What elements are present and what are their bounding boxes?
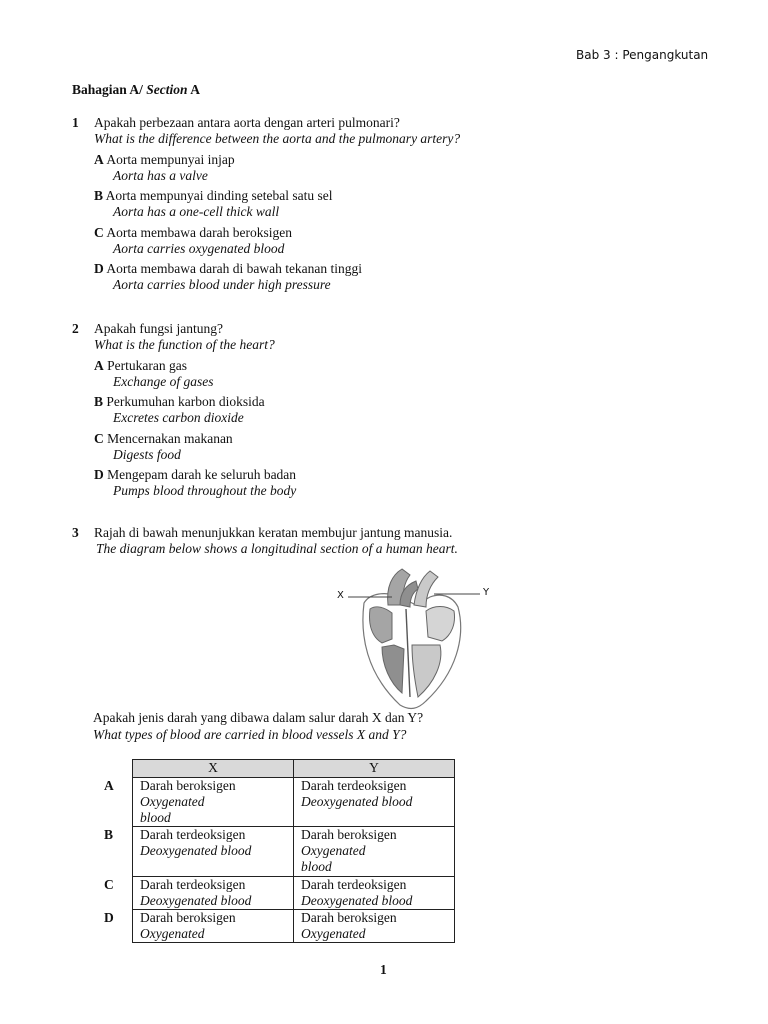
cell-text-en: Deoxygenated blood [301,893,413,908]
diagram-label-x: X [337,590,344,601]
option-letter: A [94,358,104,373]
table-cell [294,778,455,827]
option-text-en: Exchange of gases [113,374,214,389]
row-letter: C [104,877,114,892]
table-header: Y [294,760,455,778]
option-text-en: Aorta carries blood under high pressure [113,277,331,292]
table-cell [294,910,455,943]
option-text-ms: Aorta mempunyai injap [106,152,235,167]
question-number: 2 [72,321,79,336]
cell-text-ms: Darah beroksigen [140,910,236,925]
section-letter: A [190,82,200,97]
row-letter: D [104,910,114,925]
cell-text-en: Deoxygenated blood [140,843,252,858]
row-letter: A [104,778,114,793]
table-header: X [133,760,294,778]
table-row [133,778,455,827]
cell-text-en: Oxygenated [301,926,366,941]
question-text-ms: Rajah di bawah menunjukkan keratan membujur jantung manusia. [94,525,453,540]
option-text-ms: Aorta mempunyai dinding setebal satu sel [105,188,333,203]
option-letter: B [94,188,104,203]
section-title [72,82,200,98]
cell-text-ms: Darah beroksigen [301,827,397,842]
cell-text-en: Deoxygenated blood [301,794,413,809]
table-cell [133,910,294,943]
option-letter: C [94,431,104,446]
chapter-header: Bab 3 : Pengangkutan [576,48,709,62]
table-header-row [133,760,455,778]
table-cell [294,877,455,910]
cell-text-ms: Darah beroksigen [140,778,236,793]
option [94,261,362,277]
cell-text-en: Deoxygenated blood [140,893,252,908]
option [94,188,332,204]
option-letter: B [94,394,104,409]
option-text-ms: Mencernakan makanan [107,431,233,446]
option-text-en: Aorta has a one-cell thick wall [113,204,280,219]
table-cell [133,827,294,877]
question-text-ms: Apakah fungsi jantung? [94,321,223,336]
section-title-en: Section [146,82,188,97]
option-letter: D [94,467,104,482]
question-number: 1 [72,115,79,130]
sub-question-ms: Apakah jenis darah yang dibawa dalam salur darah X dan Y? [93,710,424,725]
cell-text-en: Oxygenated blood [301,843,366,874]
page-number: 1 [380,962,387,977]
option-text-en: Aorta carries oxygenated blood [113,241,285,256]
cell-text-ms: Darah beroksigen [301,910,397,925]
option-letter: D [94,261,104,276]
option [94,152,235,168]
question-text-en: What is the difference between the aorta and the pulmonary artery? [94,131,461,146]
question-text-ms: Apakah perbezaan antara aorta dengan arteri pulmonari? [94,115,400,130]
option [94,467,296,483]
option-text-en: Excretes carbon dioxide [113,410,244,425]
table-row [133,877,455,910]
cell-text-ms: Darah terdeoksigen [301,778,407,793]
option-text-ms: Perkumuhan karbon dioksida [106,394,265,409]
option-text-ms: Aorta membawa darah di bawah tekanan tinggi [106,261,363,276]
option [94,358,187,374]
table-row [133,910,455,943]
diagram-label-y: Y [483,587,490,598]
option-text-ms: Mengepam darah ke seluruh badan [107,467,297,482]
option-text-en: Digests food [113,447,181,462]
option-text-ms: Pertukaran gas [107,358,187,373]
option [94,225,292,241]
question-text-en: The diagram below shows a longitudinal section of a human heart. [96,541,458,556]
option-letter: A [94,152,104,167]
question-number: 3 [72,525,79,540]
option [94,431,233,447]
heart-diagram [330,565,500,713]
sub-question-en: What types of blood are carried in blood vessels X and Y? [93,727,407,742]
option-text-en: Pumps blood throughout the body [113,483,297,498]
question-text-en: What is the function of the heart? [94,337,275,352]
cell-text-en: Oxygenated [140,926,205,941]
cell-text-en: Oxygenated blood [140,794,205,825]
table-cell [133,778,294,827]
section-title-ms: Bahagian A/ [72,82,143,97]
table-cell [294,827,455,877]
table-row [133,827,455,877]
option-text-ms: Aorta membawa darah beroksigen [106,225,292,240]
cell-text-ms: Darah terdeoksigen [140,827,246,842]
option [94,394,265,410]
table-cell [133,877,294,910]
cell-text-ms: Darah terdeoksigen [301,877,407,892]
cell-text-ms: Darah terdeoksigen [140,877,246,892]
row-letter: B [104,827,114,842]
option-letter: C [94,225,104,240]
option-text-en: Aorta has a valve [113,168,208,183]
answer-table [132,759,455,943]
